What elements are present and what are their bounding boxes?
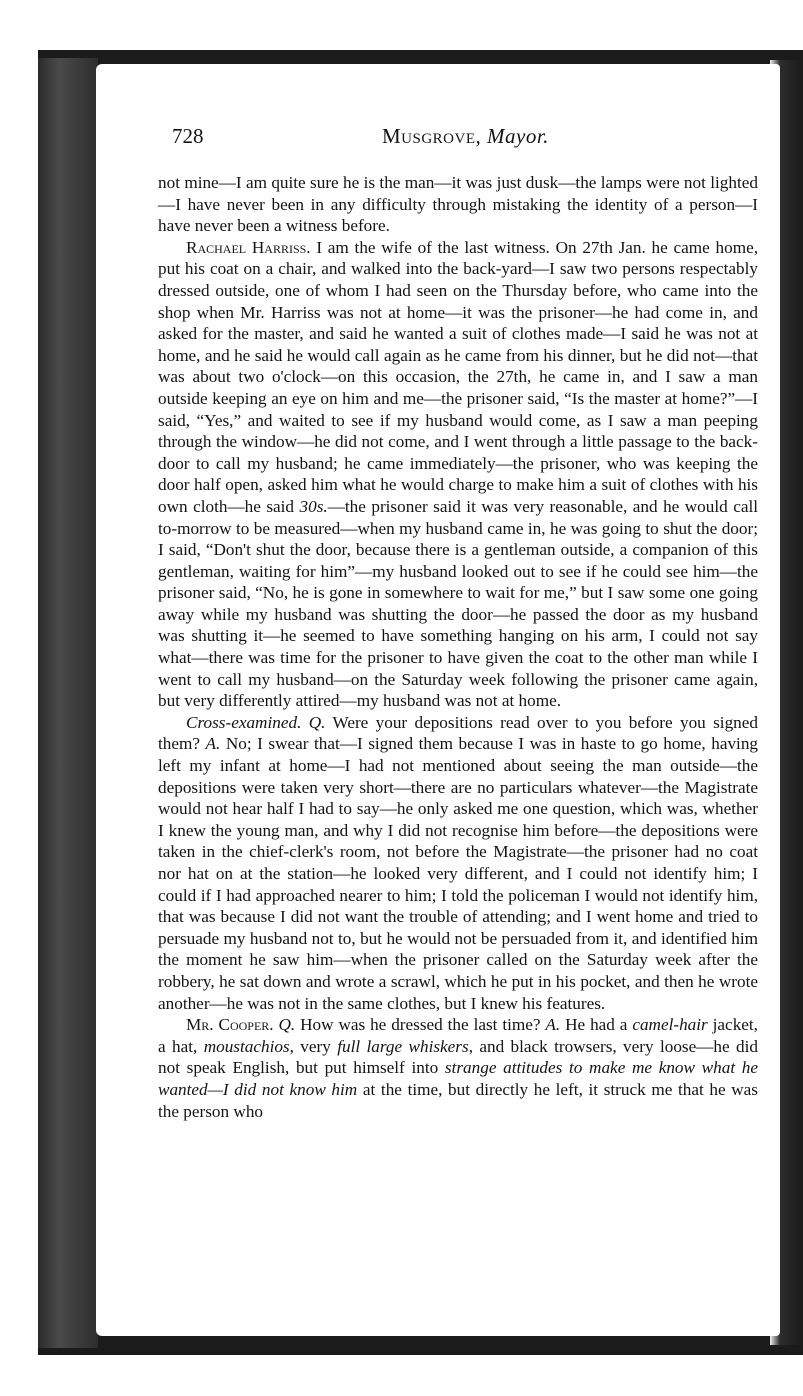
answer-italic: moustachios bbox=[203, 1036, 290, 1056]
answer-text: at the time, but directly he left, it struck me that he was the person who bbox=[158, 1079, 758, 1121]
amount: 30s. bbox=[299, 496, 328, 516]
speaker-name: Mr. Cooper. bbox=[186, 1015, 274, 1035]
paragraph-mr-cooper bbox=[158, 1014, 758, 1122]
paragraph-continuation: not mine—I am quite sure he is the man—it was just dusk—the lamps were not lighted—I have never been in any difficulty through mistaking the identity of a person—I have never been a witness before. bbox=[158, 173, 758, 236]
answer-text: , and black trowsers, very loose—he did not speak English, but put himself into bbox=[158, 1036, 758, 1078]
answer-italic: camel-hair bbox=[632, 1015, 708, 1035]
page-number: 728 bbox=[172, 124, 204, 148]
cross-examined-label: Cross-examined. bbox=[186, 712, 302, 732]
answer-marker: A. bbox=[545, 1015, 561, 1035]
question-text: Were your depositions read over to you before you signed them? bbox=[158, 712, 758, 754]
answer-text: He had a bbox=[565, 1015, 628, 1035]
answer-text: jacket, a hat, bbox=[158, 1015, 758, 1056]
running-head bbox=[382, 126, 549, 148]
page-header bbox=[158, 126, 758, 152]
answer-text: No; I swear that—I signed them because I was in haste to go home, having left my infant at home—I had not mentioned about seeing the man outside—the depositions were taken very short—there are no particulars whatever—the Magistrate would not hear half I had to say—he only asked me one question, which was, whether I knew the young man, and why I did not recognise him before—the depositions were taken in the chief-clerk's room, not before the Magistrate—the prisoner had no coat nor hat on at the station—he looked very different, and I could not identify him; I could if I had approached nearer to him; I told the policeman I would not identify him, that was because I did not want the trouble of attending; and I went home and tried to persuade my husband not to, but he would not be persuaded from it, and identified him the moment he saw him—when the prisoner called on the Saturday week after the robbery, he sat down and wrote a scrawl, which he put in his pocket, and then he wrote another—he was not in the same clothes, but I knew his features. bbox=[158, 734, 759, 1013]
running-head-name: Musgrove, bbox=[382, 124, 482, 148]
paragraph-cross-examination bbox=[158, 712, 758, 1014]
testimony-text: I am the wife of the last witness. On 27th Jan. he came home, put his coat on a chair, and walked into the back-yard—I saw two persons respectably dressed outside, one of whom I had seen on the Thursday before, who came into the shop when Mr. Harriss was not at home—it was the prisoner—he had come in, and asked for the master, and said he wanted a suit of clothes made—I said he was not at home, and he said he would call again as he came from his dinner, but he did not—that was about two o'clock—on this occasion, the 27th, he came in, and I saw a man outside keeping an eye on him and me—the prisoner said, “Is the master at home?”—I said, “Yes,” and waited to see if my husband would come, as I saw a man peeping through the window—he did not come, and I went through a little passage to the back-door to call my husband; he came immediately—the prisoner, who was keeping the door half open, asked him what he would charge to make him a suit of clothes with his own cloth—he said bbox=[158, 237, 759, 516]
question-marker: Q. bbox=[278, 1015, 296, 1035]
running-head-title: Mayor. bbox=[487, 124, 549, 148]
answer-marker: A. bbox=[205, 734, 221, 754]
page-content bbox=[158, 126, 758, 1122]
answer-text: , very bbox=[289, 1036, 331, 1056]
paragraph-testimony-rachael bbox=[158, 237, 758, 712]
answer-italic: strange attitudes to make me know what he wanted—I did not know him bbox=[158, 1058, 758, 1099]
answer-italic: full large whiskers bbox=[337, 1036, 469, 1056]
question-marker: Q. bbox=[308, 712, 326, 732]
book-spine bbox=[38, 58, 98, 1348]
speaker-name: Rachael Harriss. bbox=[186, 237, 311, 257]
testimony-text-continued: —the prisoner said it was very reasonable, and he would call to-morrow to be measured—when my husband came in, he was going to shut the door; I said, “Don't shut the door, because there is a gentleman outside, a companion of this gentleman, waiting for him”—my husband looked out to see if he could see him—the prisoner said, “No, he is gone in somewhere to wait for me,” but I saw some one going away while my husband was shutting the door—he passed the door as my husband was shutting it—he seemed to have something hanging on his arm, I could not say what—there was time for the prisoner to have given the coat to the other man while I went to call my husband—on the Saturday week following the prisoner came again, but very differently attired—my husband was not at home. bbox=[158, 496, 759, 711]
question-text: How was he dressed the last time? bbox=[300, 1015, 541, 1035]
